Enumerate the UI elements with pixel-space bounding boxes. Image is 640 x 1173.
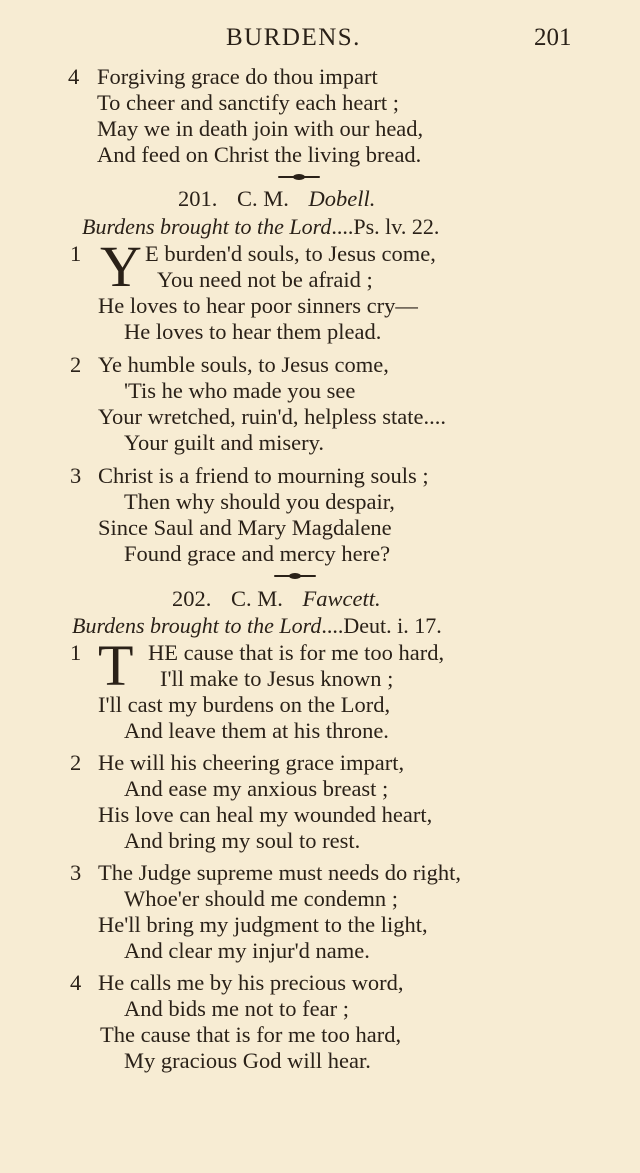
verse-line: Your wretched, ruin'd, helpless state.... <box>98 404 446 429</box>
hymn-heading <box>178 186 375 212</box>
verse-line: He loves to hear poor sinners cry— <box>98 293 418 318</box>
verse-number: 4 <box>68 64 80 89</box>
verse-line: Then why should you despair, <box>124 489 395 514</box>
verse-number: 3 <box>70 463 82 488</box>
verse-line: And clear my injur'd name. <box>124 938 370 963</box>
verse-number: 4 <box>70 970 82 995</box>
verse-number: 1 <box>70 241 82 266</box>
verse-number: 2 <box>70 750 82 775</box>
verse-line: Your guilt and misery. <box>124 430 325 455</box>
scripture-reference: ....Ps. lv. 22. <box>331 214 440 239</box>
verse-line: And leave them at his throne. <box>124 718 389 743</box>
verse-line: He will his cheering grace impart, <box>98 750 405 775</box>
hymn-meter: C. M. <box>237 186 289 211</box>
verse-line: The cause that is for me too hard, <box>100 1022 402 1047</box>
hymn-number: 201. <box>178 186 218 211</box>
scripture-reference: ....Deut. i. 17. <box>321 613 442 638</box>
verse-line: Ye humble souls, to Jesus come, <box>98 352 389 377</box>
verse-line: He calls me by his precious word, <box>98 970 404 995</box>
drop-cap: T <box>98 633 134 698</box>
verse-line: My gracious God will hear. <box>124 1048 371 1073</box>
verse-line: Christ is a friend to mourning souls ; <box>98 463 429 488</box>
verse-number: 3 <box>70 860 82 885</box>
page-number: 201 <box>534 24 572 51</box>
verse-line: May we in death join with our head, <box>97 116 424 141</box>
hymn-meter: C. M. <box>231 586 283 611</box>
verse-line: Whoe'er should me condemn ; <box>124 886 398 911</box>
verse-line: Forgiving grace do thou impart <box>97 64 378 89</box>
verse-line: And ease my anxious breast ; <box>124 776 389 801</box>
divider-ornament <box>278 175 320 179</box>
verse-line: To cheer and sanctify each heart ; <box>97 90 400 115</box>
verse-line: Since Saul and Mary Magdalene <box>98 515 392 540</box>
verse-line: He'll bring my judgment to the light, <box>98 912 428 937</box>
verse-number: 1 <box>70 640 82 665</box>
hymn-tune: Fawcett. <box>302 586 381 611</box>
verse-line: His love can heal my wounded heart, <box>98 802 433 827</box>
divider-ornament <box>274 574 316 578</box>
verse-line: And feed on Christ the living bread. <box>97 142 422 167</box>
verse-line: And bids me not to fear ; <box>124 996 349 1021</box>
hymn-subtitle-text: Burdens brought to the Lord <box>82 214 332 239</box>
verse-line: I'll cast my burdens on the Lord, <box>98 692 391 717</box>
hymn-tune: Dobell. <box>308 186 376 211</box>
page-header <box>0 22 640 56</box>
verse-line: Found grace and mercy here? <box>124 541 391 566</box>
drop-cap: Y <box>100 234 142 299</box>
hymn-number: 202. <box>172 586 212 611</box>
running-title: BURDENS. <box>226 24 361 51</box>
verse-line: 'Tis he who made you see <box>124 378 356 403</box>
verse-line: E burden'd souls, to Jesus come, <box>145 241 436 266</box>
verse-line: And bring my soul to rest. <box>124 828 361 853</box>
verse-line: The Judge supreme must needs do right, <box>98 860 462 885</box>
hymn-heading <box>172 586 381 612</box>
verse-line: I'll make to Jesus known ; <box>160 666 394 691</box>
verse-number: 2 <box>70 352 82 377</box>
verse-line: You need not be afraid ; <box>157 267 373 292</box>
verse-line: He loves to hear them plead. <box>124 319 382 344</box>
hymn-subtitle-text: Burdens brought to the Lord <box>72 613 322 638</box>
verse-line: HE cause that is for me too hard, <box>148 640 445 665</box>
